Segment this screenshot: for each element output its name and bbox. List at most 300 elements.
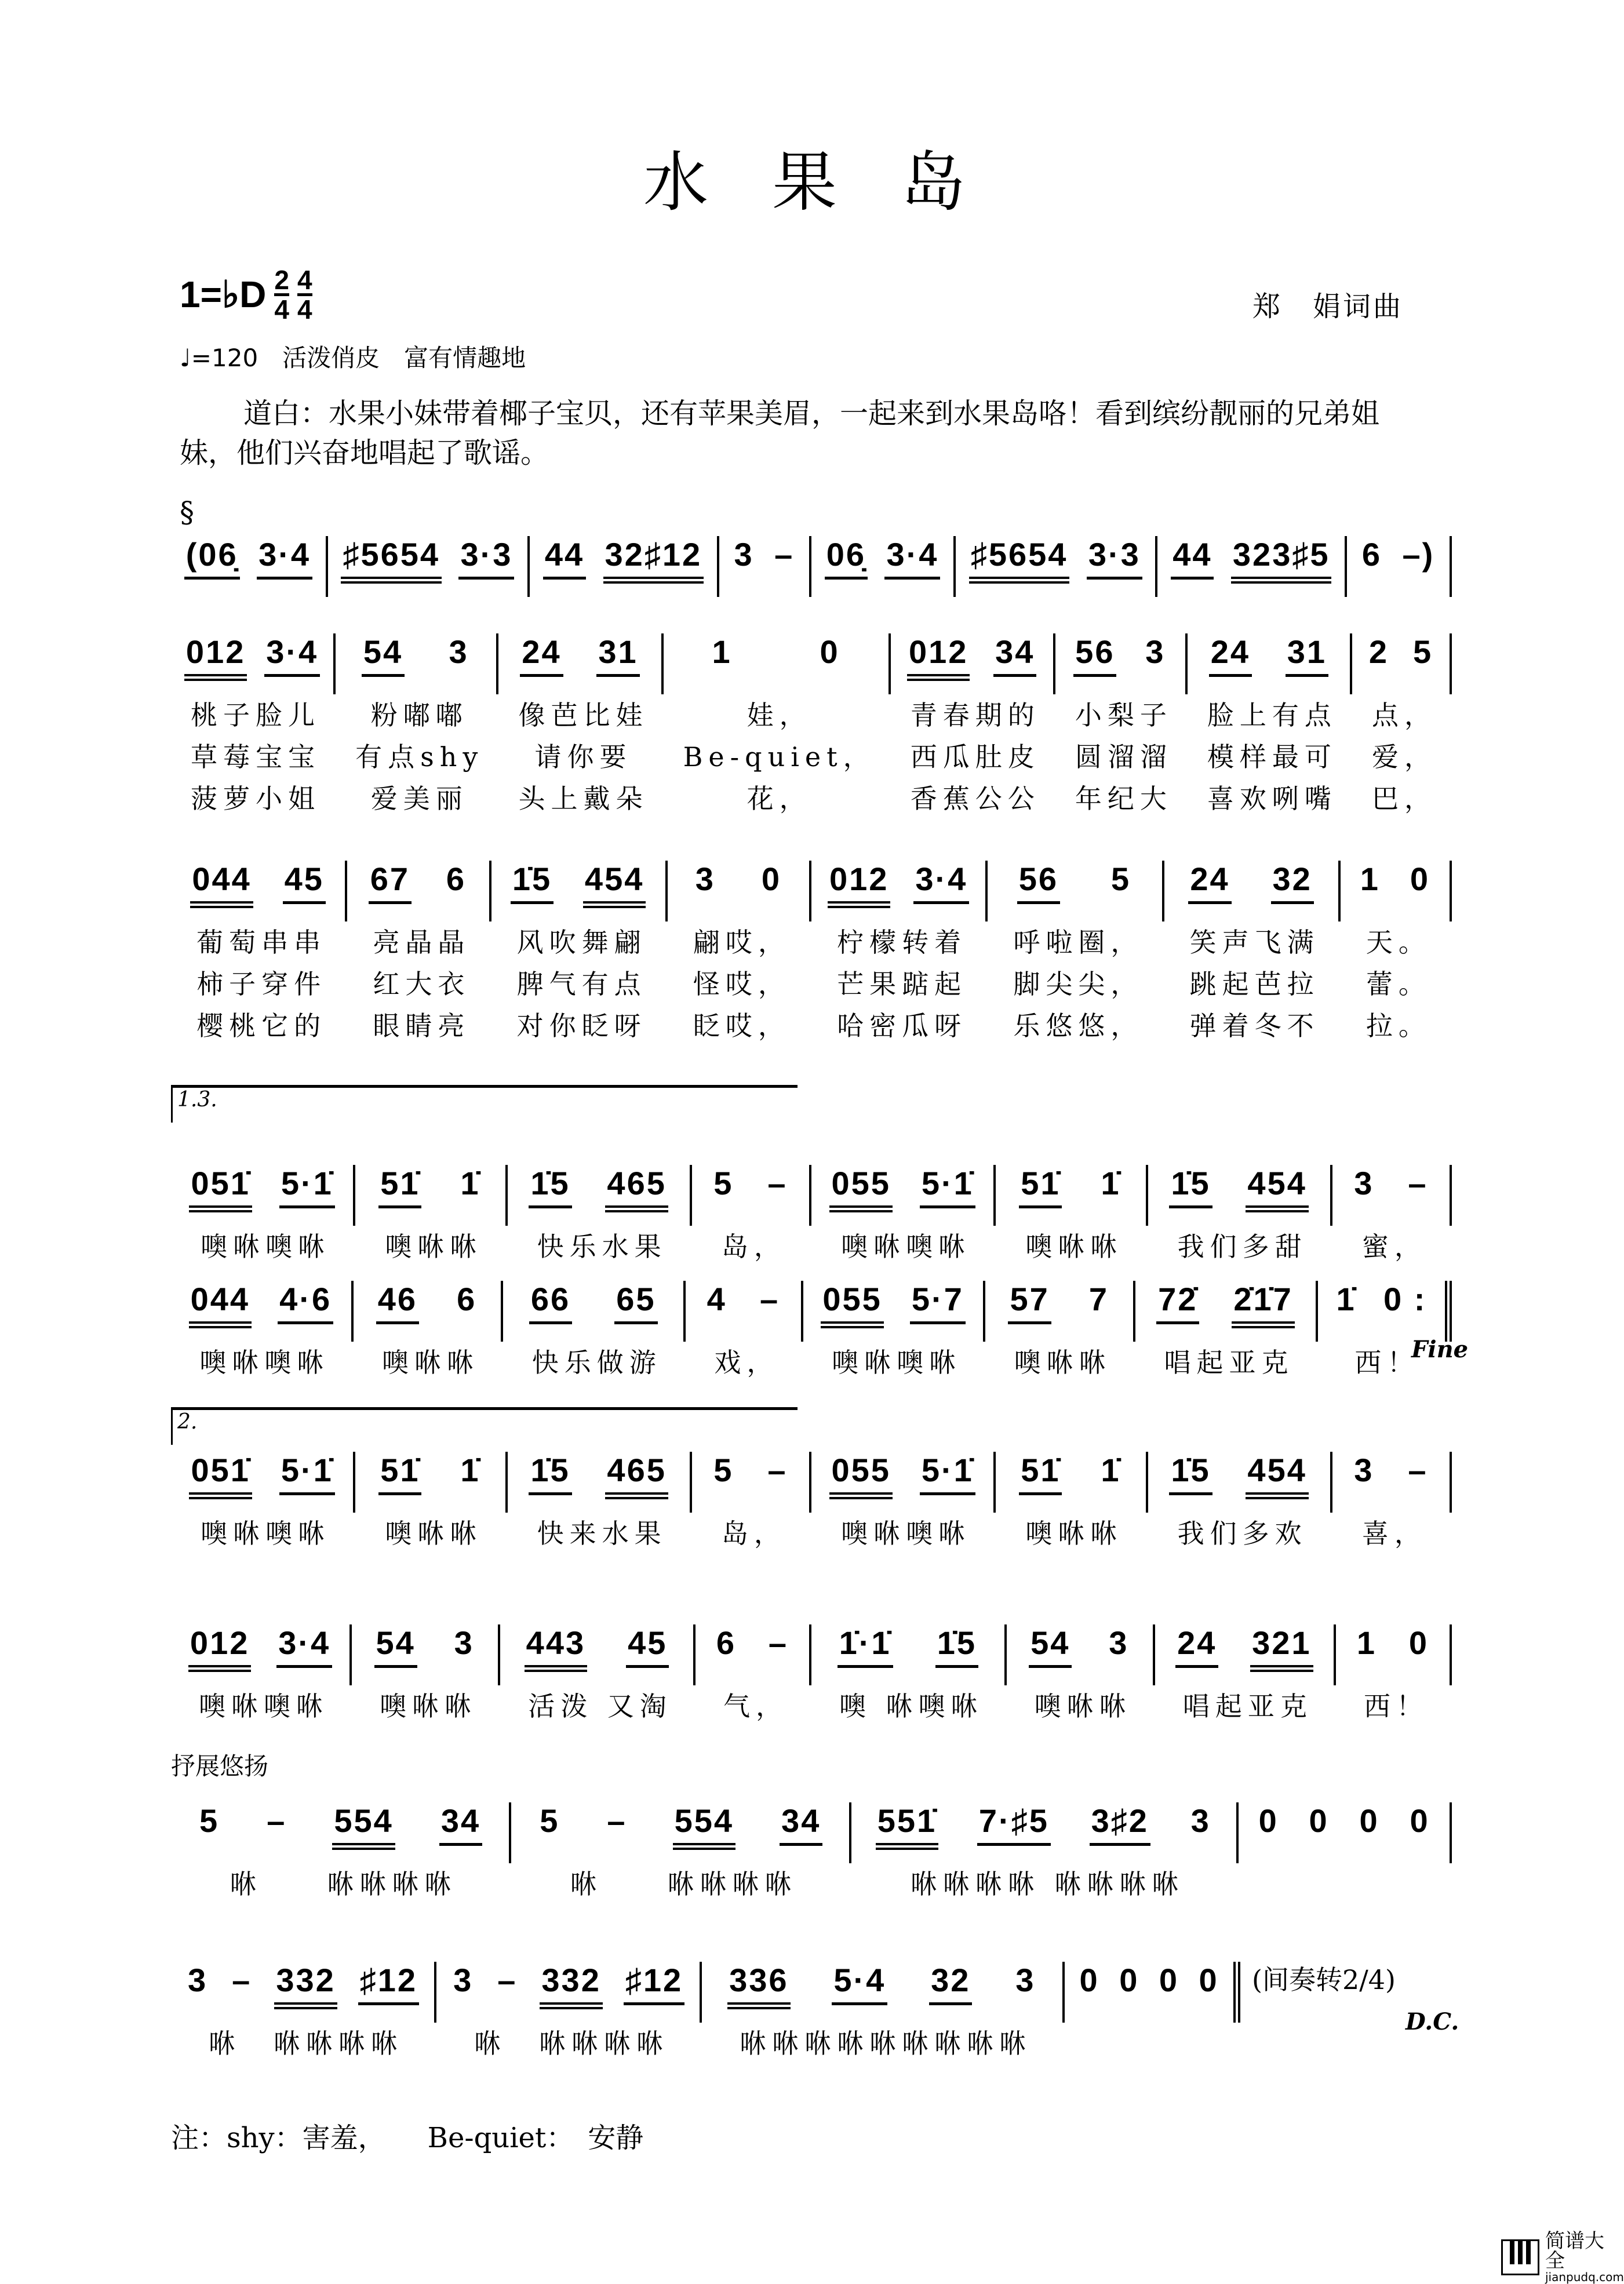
measure-notes — [1239, 1802, 1452, 1863]
measure-notes — [803, 1281, 986, 1342]
lyric-text: 桃子脸儿 — [191, 700, 321, 731]
measure-notes — [1341, 861, 1452, 921]
measure — [692, 1165, 811, 1267]
measure — [328, 536, 530, 597]
note-group: 012 — [907, 633, 970, 681]
note-group: 24 — [1188, 861, 1231, 904]
note-group: 044 — [190, 861, 253, 908]
measure-notes — [171, 536, 328, 597]
spoken-dialog: 道白：水果小妹带着椰子宝贝，还有苹果美眉，一起来到水果岛咯！看到缤纷靓丽的兄弟姐妹，他们兴奋地唱起了歌谣。 — [180, 397, 1380, 469]
note-group: 336 — [727, 1962, 790, 2009]
measure — [1164, 861, 1341, 1047]
note-group: 3·4 — [884, 536, 940, 580]
note-group: 1̇5 — [529, 1452, 571, 1495]
note-group: 3 — [453, 1962, 474, 1998]
measure-notes — [355, 1452, 507, 1513]
measure — [702, 1962, 1065, 2064]
note-group: 3·4 — [276, 1624, 332, 1668]
dc-mark: D.C. — [1405, 2008, 1459, 2035]
measure — [1332, 1452, 1452, 1554]
lyric-text: 菠萝小姐 — [191, 783, 321, 814]
measure-notes — [171, 633, 336, 694]
note-group: 1̇·1̇ — [838, 1624, 893, 1668]
lyric-text: 葡萄串串 — [196, 927, 327, 958]
note-group: 51̇ — [378, 1452, 421, 1495]
measure — [336, 633, 498, 819]
lyric-text: 像芭比娃 — [518, 700, 649, 731]
note-group: 5·1̇ — [279, 1452, 335, 1495]
note-group: 5·1̇ — [920, 1165, 975, 1208]
note-group: 551̇ — [876, 1802, 938, 1850]
measure — [171, 1452, 355, 1554]
note-group: 5 — [713, 1452, 734, 1488]
measure — [171, 861, 347, 1047]
note-group: 4·6 — [278, 1281, 333, 1324]
measure-notes — [696, 1624, 811, 1685]
lyric-text: 娃， — [747, 700, 812, 731]
note-group: 3 — [454, 1624, 474, 1661]
note-group: 0 — [1410, 1802, 1430, 1839]
note-group: 0 — [1199, 1962, 1219, 1998]
measure — [668, 861, 811, 1047]
lyric-text: 噢咻咻 — [1034, 1691, 1132, 1722]
measure-notes — [811, 1624, 1007, 1685]
music-system — [171, 1802, 1452, 1905]
note-group: 24 — [1209, 633, 1252, 677]
note-group: 7 — [1088, 1281, 1109, 1317]
volta-2: 2. — [171, 1407, 798, 1445]
note-group: 54 — [362, 633, 405, 677]
lyric-text: 咻 咻咻咻咻 — [209, 2028, 404, 2059]
measure-notes — [985, 1281, 1135, 1342]
measure-notes — [719, 536, 811, 597]
lyric-text: 我们多甜 — [1177, 1231, 1308, 1262]
measure-notes — [692, 1165, 811, 1226]
note-group: 0 — [1359, 1802, 1379, 1839]
note-group: 6 — [1361, 536, 1382, 573]
note-group: – — [607, 1802, 627, 1839]
note-group: –) — [1402, 536, 1435, 573]
lyric-text: 点， — [1372, 700, 1437, 731]
measure-notes — [1007, 1624, 1155, 1685]
measure — [891, 633, 1055, 819]
note-group: 2 — [1368, 633, 1389, 670]
measure-notes — [1318, 1281, 1452, 1342]
note-group: – — [232, 1962, 252, 1998]
note-group: 443 — [525, 1624, 587, 1672]
lyric-text: 脸上有点 — [1207, 700, 1337, 731]
lyric-text: 噢咻咻 — [385, 1518, 483, 1549]
note-group: 44 — [1171, 536, 1214, 580]
note-group: 0 — [1079, 1962, 1099, 1998]
note-group: 51̇ — [1019, 1452, 1062, 1495]
lyric-text: 噢咻噢咻 — [832, 1347, 962, 1378]
note-group: ♯12 — [624, 1962, 684, 2005]
measure — [1155, 1624, 1336, 1727]
measure-notes — [508, 1165, 692, 1226]
lyric-text: 岛， — [721, 1231, 786, 1262]
measure-notes — [668, 861, 811, 921]
key-label: 1=♭D — [180, 274, 267, 315]
lyric-text: 噢咻咻 — [385, 1231, 483, 1262]
measure — [811, 536, 956, 597]
key-signature — [180, 267, 312, 323]
music-system — [171, 1165, 1452, 1267]
lyric-text: 模样最可 — [1207, 741, 1337, 773]
time-signature-2-4: $\frac{2}{4}$ — [274, 265, 289, 325]
note-group: 554 — [673, 1802, 735, 1850]
measure — [1065, 1962, 1240, 2064]
measure-notes — [1135, 1281, 1318, 1342]
lyric-text: 蕾。 — [1366, 968, 1431, 1000]
note-group: 32 — [1271, 861, 1314, 904]
measure-notes — [500, 1624, 696, 1685]
note-group: 055 — [829, 1452, 892, 1499]
measure — [511, 1802, 851, 1905]
measure — [491, 861, 668, 1047]
note-group: – — [768, 1624, 789, 1661]
measure — [1148, 1452, 1332, 1554]
lyric-text: 年纪大 — [1075, 783, 1173, 814]
measure-notes — [811, 1165, 996, 1226]
piano-keys-icon — [1501, 2239, 1539, 2275]
measure-notes — [686, 1281, 803, 1342]
lyric-text: 蜜， — [1361, 1231, 1427, 1262]
note-group: 56 — [1017, 861, 1060, 904]
note-group: – — [1408, 1165, 1428, 1201]
lyric-text: 噢咻咻 — [1025, 1231, 1123, 1262]
note-group: 1̇5 — [1169, 1165, 1212, 1208]
note-group: 06̣ — [825, 536, 868, 580]
note-group: 051̇ — [189, 1165, 252, 1212]
measure-notes — [1332, 1165, 1452, 1226]
note-group: 465 — [605, 1165, 668, 1212]
note-group: 34 — [993, 633, 1036, 677]
note-group: 3 — [1354, 1165, 1374, 1201]
lyric-text: 粉嘟嘟 — [370, 700, 468, 731]
lyric-text: 红大衣 — [373, 968, 471, 1000]
lyric-text: 眼睛亮 — [373, 1010, 471, 1041]
measure — [500, 1624, 696, 1727]
note-group: 51̇ — [378, 1165, 421, 1208]
measure — [171, 633, 336, 819]
note-group: 5 — [1412, 633, 1433, 670]
note-group: 3 — [1109, 1624, 1129, 1661]
time-signature-4-4: $\frac{4}{4}$ — [297, 265, 312, 325]
measure-notes — [1336, 1624, 1452, 1685]
measure-notes — [1148, 1452, 1332, 1513]
note-group: 5·1̇ — [920, 1452, 975, 1495]
note-group: 3·3 — [1087, 536, 1142, 580]
lyric-text: 快乐做游 — [531, 1347, 662, 1378]
note-group: 5 — [540, 1802, 560, 1839]
note-group: (06̣ — [184, 536, 240, 580]
measure — [171, 1165, 355, 1267]
measure-notes — [996, 1452, 1148, 1513]
note-group: 24 — [1175, 1624, 1218, 1668]
lyric-text: 我们多欢 — [1177, 1518, 1308, 1549]
measure — [1148, 1165, 1332, 1267]
note-group: 3·3 — [458, 536, 514, 580]
note-group: 0 — [1119, 1962, 1139, 1998]
measure — [1188, 633, 1352, 819]
note-group: 1 — [712, 633, 732, 670]
measure — [508, 1165, 692, 1267]
note-group: 0 : — [1383, 1281, 1427, 1317]
measure-notes — [1188, 633, 1352, 694]
lyric-text: 哈密瓜呀 — [837, 1010, 967, 1041]
measure — [851, 1802, 1239, 1905]
measure-notes — [1055, 633, 1188, 694]
lyric-text: 噢咻咻 — [380, 1691, 478, 1722]
lyric-text: 柠檬转着 — [837, 927, 967, 958]
lyric-text: 乐悠悠， — [1013, 1010, 1144, 1041]
lyric-text: 眨哎， — [693, 1010, 791, 1041]
measure-notes — [664, 633, 891, 694]
measure-notes — [328, 536, 530, 597]
note-group: 56 — [1073, 633, 1116, 677]
note-group: 0 — [820, 633, 840, 670]
lyric-text: 唱起亚克 — [1182, 1691, 1313, 1722]
measure-notes — [355, 1165, 507, 1226]
lyric-text: 笑声飞满 — [1189, 927, 1320, 958]
note-group: 5·4 — [832, 1962, 887, 2005]
lyric-text: 呼啦圈， — [1013, 927, 1144, 958]
measure — [1341, 861, 1452, 1047]
measure-notes — [988, 861, 1164, 921]
measure-notes — [891, 633, 1055, 694]
lyric-text: 噢咻噢咻 — [841, 1231, 971, 1262]
note-group: 0 — [1309, 1802, 1329, 1839]
measure-notes — [811, 1452, 996, 1513]
note-group: 4 — [707, 1281, 727, 1317]
lyric-text: 拉。 — [1366, 1010, 1431, 1041]
music-system — [171, 1962, 1240, 2064]
lyric-text: 跳起芭拉 — [1189, 968, 1320, 1000]
music-system — [171, 1624, 1452, 1727]
measure — [171, 1624, 352, 1727]
measure-notes — [352, 1624, 500, 1685]
note-group: ♯12 — [358, 1962, 419, 2005]
measure-notes — [171, 1452, 355, 1513]
note-group: 45 — [283, 861, 326, 904]
note-group: 3·4 — [913, 861, 969, 904]
lyric-text: 对你眨呀 — [516, 1010, 647, 1041]
lyric-text: 气， — [723, 1691, 788, 1722]
note-group: 323♯5 — [1231, 536, 1332, 584]
measure-notes — [347, 861, 491, 921]
note-group: 012 — [828, 861, 890, 908]
music-system — [171, 1452, 1452, 1554]
measure — [988, 861, 1164, 1047]
measure-notes — [692, 1452, 811, 1513]
note-group: 32 — [929, 1962, 972, 2005]
note-group: 3 — [1354, 1452, 1374, 1488]
note-group: 055 — [829, 1165, 892, 1212]
note-group: 1̇ — [1101, 1165, 1121, 1201]
measure — [692, 1452, 811, 1554]
measure-notes — [811, 861, 988, 921]
measure-notes — [436, 1962, 702, 2023]
measure — [1332, 1165, 1452, 1267]
measure-notes — [498, 633, 663, 694]
measure-notes — [171, 861, 347, 921]
measure-notes — [503, 1281, 686, 1342]
measure-notes — [702, 1962, 1065, 2023]
measure — [1347, 536, 1452, 597]
measure — [811, 1624, 1007, 1727]
lyric-text: 咻 咻咻咻咻 — [474, 2028, 669, 2059]
note-group: 012 — [188, 1624, 251, 1672]
expression-marking: 抒展悠扬 — [171, 1752, 269, 1780]
note-group: 0 — [1258, 1802, 1279, 1839]
lyric-text: 青春期的 — [910, 700, 1040, 731]
lyric-text: 翩哎， — [693, 927, 791, 958]
note-group: 3 — [1145, 633, 1166, 670]
measure — [1007, 1624, 1155, 1727]
note-group: 72̇ — [1156, 1281, 1199, 1324]
note-group: 1̇ — [460, 1452, 480, 1488]
music-system — [171, 861, 1452, 1047]
measure-notes — [996, 1165, 1148, 1226]
lyric-text: 噢咻咻 — [382, 1347, 480, 1378]
lyric-text: 噢咻噢咻 — [841, 1518, 971, 1549]
note-group: 0 — [1408, 1624, 1429, 1661]
lyric-text: 噢咻噢咻 — [201, 1231, 331, 1262]
measure — [996, 1165, 1148, 1267]
note-group: 54 — [1029, 1624, 1072, 1668]
lyric-text: 噢咻噢咻 — [201, 1518, 331, 1549]
lyric-text: 戏， — [714, 1347, 780, 1378]
note-group: 44 — [543, 536, 586, 580]
lyric-text: 天。 — [1366, 927, 1431, 958]
lyric-text: 噢咻噢咻 — [199, 1691, 329, 1722]
measure — [996, 1452, 1148, 1554]
measure-notes — [171, 1281, 354, 1342]
note-group: 3♯2 — [1090, 1802, 1150, 1846]
note-group: 1̇5 — [529, 1165, 571, 1208]
note-group: 34 — [780, 1802, 822, 1846]
note-group: 5 — [199, 1802, 220, 1839]
measure — [171, 1281, 354, 1383]
note-group: 1 — [1360, 861, 1380, 897]
measure — [355, 1452, 507, 1554]
lyric-text: 草莓宝宝 — [191, 741, 321, 773]
measure — [1055, 633, 1188, 819]
measure — [498, 633, 663, 819]
footnote: 注：shy：害羞， Be-quiet： 安静 — [171, 2122, 644, 2154]
lyric-text: 小梨子 — [1075, 700, 1173, 731]
measure — [171, 536, 328, 597]
note-group: 1 — [1356, 1624, 1377, 1661]
note-group: 6 — [457, 1281, 477, 1317]
measure-notes — [956, 536, 1157, 597]
note-group: 0 — [1410, 861, 1430, 897]
note-group: 0 — [761, 861, 782, 897]
lyric-text: 脾气有点 — [516, 968, 647, 1000]
lyric-text: 爱， — [1372, 741, 1437, 773]
note-group: 6 — [716, 1624, 736, 1661]
measure — [985, 1281, 1135, 1383]
measure — [171, 1962, 436, 2064]
lyric-text: 脚尖尖， — [1013, 968, 1144, 1000]
note-group: 044 — [189, 1281, 252, 1328]
tempo-marking: ♩=120 活泼俏皮 富有情趣地 — [180, 344, 526, 372]
measure-notes — [491, 861, 668, 921]
measure-notes — [1157, 536, 1347, 597]
note-group: 34 — [439, 1802, 482, 1846]
note-group: 0 — [1159, 1962, 1179, 1998]
measure-notes — [171, 1962, 436, 2023]
measure-notes — [508, 1452, 692, 1513]
note-group: 1̇5 — [935, 1624, 978, 1668]
note-group: 67 — [369, 861, 412, 904]
lyric-text: 快来水果 — [537, 1518, 667, 1549]
measure-notes — [171, 1802, 511, 1863]
lyric-text: 风吹舞翩 — [516, 927, 647, 958]
note-group: 321 — [1250, 1624, 1313, 1672]
measure-notes — [1347, 536, 1452, 597]
note-group: 1̇5 — [1169, 1452, 1212, 1495]
note-group: 51̇ — [1019, 1165, 1062, 1208]
lyric-text: 快乐水果 — [537, 1231, 667, 1262]
note-group: – — [267, 1802, 287, 1839]
lyric-text: 咻咻咻咻 咻咻咻咻 — [910, 1868, 1185, 1900]
measure-notes — [1148, 1165, 1332, 1226]
note-group: 454 — [1246, 1165, 1308, 1212]
note-group: 012 — [184, 633, 247, 681]
note-group: 3·4 — [257, 536, 312, 580]
note-group: 1̇5 — [511, 861, 554, 904]
note-group: 454 — [1246, 1452, 1308, 1499]
measure — [1157, 536, 1347, 597]
note-group: 24 — [520, 633, 563, 677]
note-group: – — [497, 1962, 518, 1998]
note-group: 051̇ — [189, 1452, 252, 1499]
note-group: 6 — [446, 861, 467, 897]
lyric-text: 芒果踮起 — [837, 968, 967, 1000]
lyric-text: 喜欢咧嘴 — [1207, 783, 1337, 814]
lyric-text: 有点shy — [355, 741, 484, 773]
lyric-text: 噢咻咻 — [1025, 1518, 1123, 1549]
lyric-text: 咻咻咻咻咻咻咻咻咻 — [740, 2028, 1032, 2059]
measure — [503, 1281, 686, 1383]
volta-1-3: 1.3. — [171, 1085, 798, 1123]
note-group: ♯5654 — [341, 536, 442, 584]
lyric-text: 香蕉公公 — [910, 783, 1040, 814]
measure-notes — [354, 1281, 504, 1342]
lyric-text: 西！ — [1354, 1347, 1420, 1378]
lyric-text: 怪哎， — [693, 968, 791, 1000]
site-logo: 简谱大全 jianpudq.com — [1501, 2231, 1624, 2283]
note-group: 32♯12 — [603, 536, 704, 584]
lyric-text: 西瓜肚皮 — [910, 741, 1040, 773]
note-group: – — [767, 1165, 788, 1201]
note-group: 3 — [188, 1962, 208, 1998]
measure — [686, 1281, 803, 1383]
measure-notes — [1164, 861, 1341, 921]
note-group: 1̇ — [460, 1165, 480, 1201]
interlude-note: (间奏转2/4) — [1252, 1964, 1396, 1995]
lyric-text: 亮晶晶 — [373, 927, 471, 958]
note-group: 1̇ — [1101, 1452, 1121, 1488]
note-group: 5·1̇ — [279, 1165, 335, 1208]
measure — [1336, 1624, 1452, 1727]
measure — [530, 536, 719, 597]
note-group: 055 — [821, 1281, 883, 1328]
lyric-text: 请你要 — [534, 741, 632, 773]
note-group: 332 — [540, 1962, 602, 2009]
